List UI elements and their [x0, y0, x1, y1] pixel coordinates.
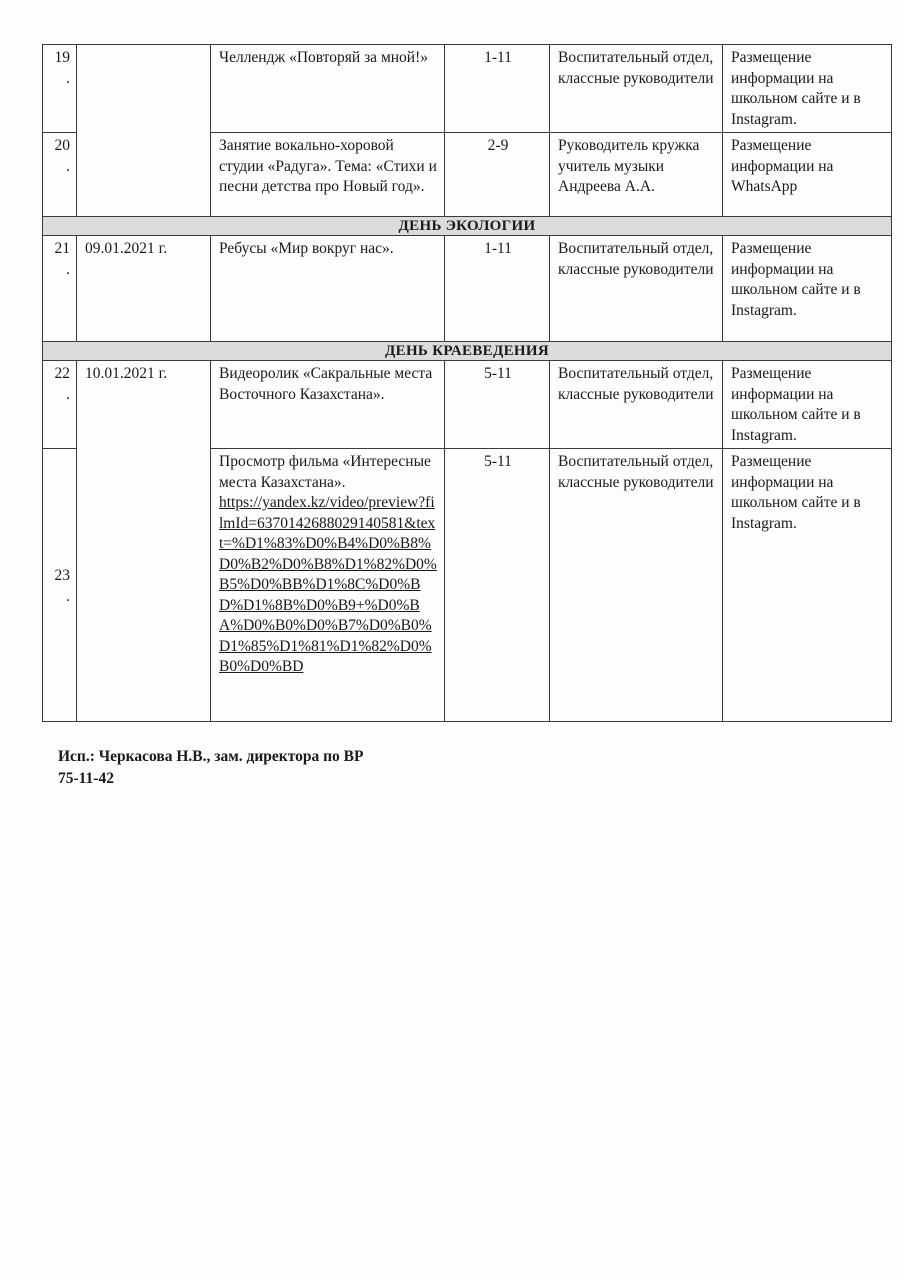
date-cell: [77, 45, 211, 217]
signature-block: [58, 746, 364, 790]
form-cell: Размещение информации на школьном сайте и в Instagram.: [723, 361, 892, 449]
grades-cell: 2-9: [445, 133, 550, 217]
responsible-cell: Руководитель кружка учитель музыки Андреева А.А.: [550, 133, 723, 217]
section-title-local-history: ДЕНЬ КРАЕВЕДЕНИЯ: [43, 342, 892, 361]
form-cell: Размещение информации на WhatsApp: [723, 133, 892, 217]
event-cell: Занятие вокально-хоровой студии «Радуга». Тема: «Стихи и песни детства про Новый год».: [211, 133, 445, 217]
responsible-cell: Воспитательный отдел, классные руководители: [550, 236, 723, 342]
responsible-cell: Воспитательный отдел, классные руководители: [550, 449, 723, 722]
form-cell: Размещение информации на школьном сайте и в Instagram.: [723, 236, 892, 342]
event-cell: Ребусы «Мир вокруг нас».: [211, 236, 445, 342]
row-number: 23.: [43, 449, 77, 722]
film-link[interactable]: https://yandex.kz/video/preview?filmId=6370142688029140581&text=%D1%83%D0%B4%D0%B8%D0%B2%D0%B8%D1%82%D0%B5%D0%BB%D1%8C%D0%BD%D1%8B%D0%B9+%D0%BA%D0%B0%D0%B7%D0%B0%D1%85%D1%81%D1%82%D0%B0%D0%BD: [219, 494, 437, 675]
section-header: [43, 217, 892, 236]
row-number: 21.: [43, 236, 77, 342]
row-number: 20.: [43, 133, 77, 217]
form-cell: Размещение информации на школьном сайте и в Instagram.: [723, 449, 892, 722]
table-row: [43, 45, 892, 133]
event-text: Просмотр фильма «Интересные места Казахстана».: [219, 453, 431, 491]
event-cell: Челлендж «Повторяй за мной!»: [211, 45, 445, 133]
table-row: [43, 361, 892, 449]
date-cell: 09.01.2021 г.: [77, 236, 211, 342]
grades-cell: 1-11: [445, 45, 550, 133]
grades-cell: 1-11: [445, 236, 550, 342]
responsible-cell: Воспитательный отдел, классные руководители: [550, 45, 723, 133]
responsible-cell: Воспитательный отдел, классные руководители: [550, 361, 723, 449]
grades-cell: 5-11: [445, 361, 550, 449]
date-cell: 10.01.2021 г.: [77, 361, 211, 722]
event-cell: [211, 449, 445, 722]
row-number: 22.: [43, 361, 77, 449]
events-table: [42, 44, 892, 722]
event-cell: Видеоролик «Сакральные места Восточного Казахстана».: [211, 361, 445, 449]
phone-line: 75-11-42: [58, 770, 114, 787]
grades-cell: 5-11: [445, 449, 550, 722]
row-number: 19.: [43, 45, 77, 133]
section-header: [43, 342, 892, 361]
executor-line: Исп.: Черкасова Н.В., зам. директора по ВР: [58, 748, 364, 765]
table-row: [43, 236, 892, 342]
form-cell: Размещение информации на школьном сайте и в Instagram.: [723, 45, 892, 133]
section-title-ecology: ДЕНЬ ЭКОЛОГИИ: [43, 217, 892, 236]
